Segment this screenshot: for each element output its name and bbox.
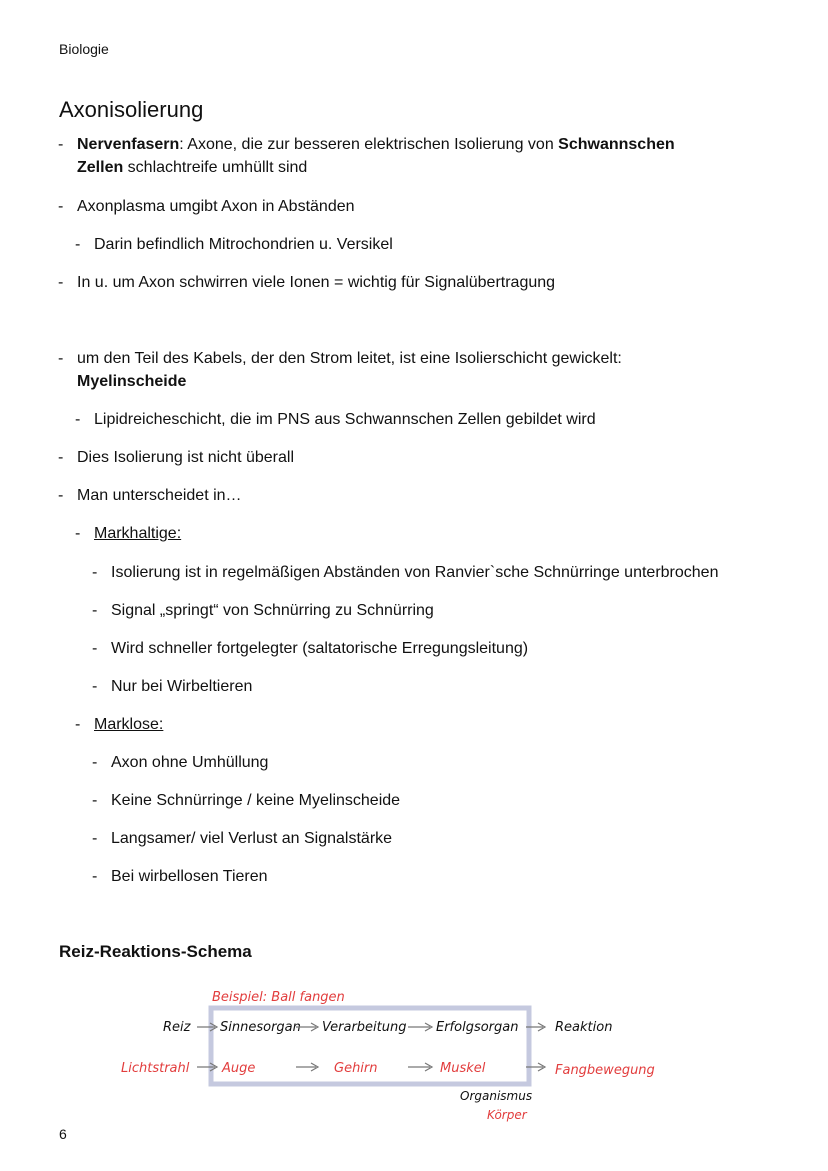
section-title: Reiz-Reaktions-Schema [59, 942, 252, 961]
page-title: Axonisolierung [59, 97, 204, 122]
label-sinnesorgan: Sinnesorgan [220, 1020, 301, 1035]
marklose-item: - Bei wirbellosen Tieren [92, 868, 268, 885]
bullet-unterscheidung: - Man unterscheidet in… [58, 487, 242, 504]
bullet-nervenfasern: - Nervenfasern: Axone, die zur besseren elektrischen Isolierung von Schwannschen Zellen schlachtreife umhüllt sind [77, 133, 675, 179]
bullet-nicht-ueberall: - Dies Isolierung ist nicht überall [58, 449, 294, 466]
sub-heading-marklose: - Marklose: [75, 716, 164, 733]
sub-bullet-lipidschicht: - Lipidreicheschicht, die im PNS aus Schwannschen Zellen gebildet wird [75, 411, 596, 428]
label-erfolgsorgan: Erfolgsorgan [436, 1020, 519, 1035]
label-lichtstrahl: Lichtstrahl [121, 1061, 190, 1076]
bullet-ionen: - In u. um Axon schwirren viele Ionen = wichtig für Signalübertragung [58, 274, 556, 291]
marklose-item: - Keine Schnürringe / keine Myelinscheide [92, 792, 401, 809]
markhaltige-item: - Nur bei Wirbeltieren [92, 678, 253, 695]
marklose-item: - Axon ohne Umhüllung [92, 754, 269, 771]
label-auge: Auge [222, 1061, 256, 1076]
bullet-isolierschicht: - um den Teil des Kabels, der den Strom leitet, ist eine Isolierschicht gewickelt: Myelinscheide [58, 350, 622, 390]
markhaltige-item: - Wird schneller fortgelegter (saltatorische Erregungsleitung) [92, 640, 529, 657]
term-schwannschen: Schwannschen [558, 136, 675, 153]
label-fangbewegung: Fangbewegung [555, 1063, 655, 1078]
label-reaktion: Reaktion [555, 1020, 613, 1035]
label-reiz: Reiz [163, 1020, 191, 1035]
label-gehirn: Gehirn [334, 1061, 378, 1076]
label-koerper: Körper [487, 1108, 527, 1122]
label-muskel: Muskel [440, 1061, 486, 1076]
sub-heading-markhaltige: - Markhaltige: [75, 525, 182, 542]
label-verarbeitung: Verarbeitung [322, 1020, 407, 1035]
markhaltige-item: - Signal „springt“ von Schnürring zu Schnürring [92, 602, 434, 619]
term-nervenfasern: Nervenfasern [77, 136, 180, 153]
markhaltige-item: - Isolierung ist in regelmäßigen Abständen von Ranvier`sche Schnürringe unterbrochen [92, 564, 719, 581]
bullet-axonplasma: - Axonplasma umgibt Axon in Abständen [58, 198, 355, 215]
page-number: 6 [59, 1126, 67, 1142]
example-label: Beispiel: Ball fangen [212, 990, 345, 1005]
sub-bullet-mitochondrien: - Darin befindlich Mitrochondrien u. Versikel [75, 236, 393, 253]
marklose-item: - Langsamer/ viel Verlust an Signalstärke [92, 830, 393, 847]
label-organismus: Organismus [460, 1089, 533, 1103]
subject-header: Biologie [59, 41, 109, 57]
term-zellen: Zellen [77, 159, 124, 176]
bullet-dash: - [58, 136, 64, 153]
term-myelinscheide: Myelinscheide [77, 373, 187, 390]
